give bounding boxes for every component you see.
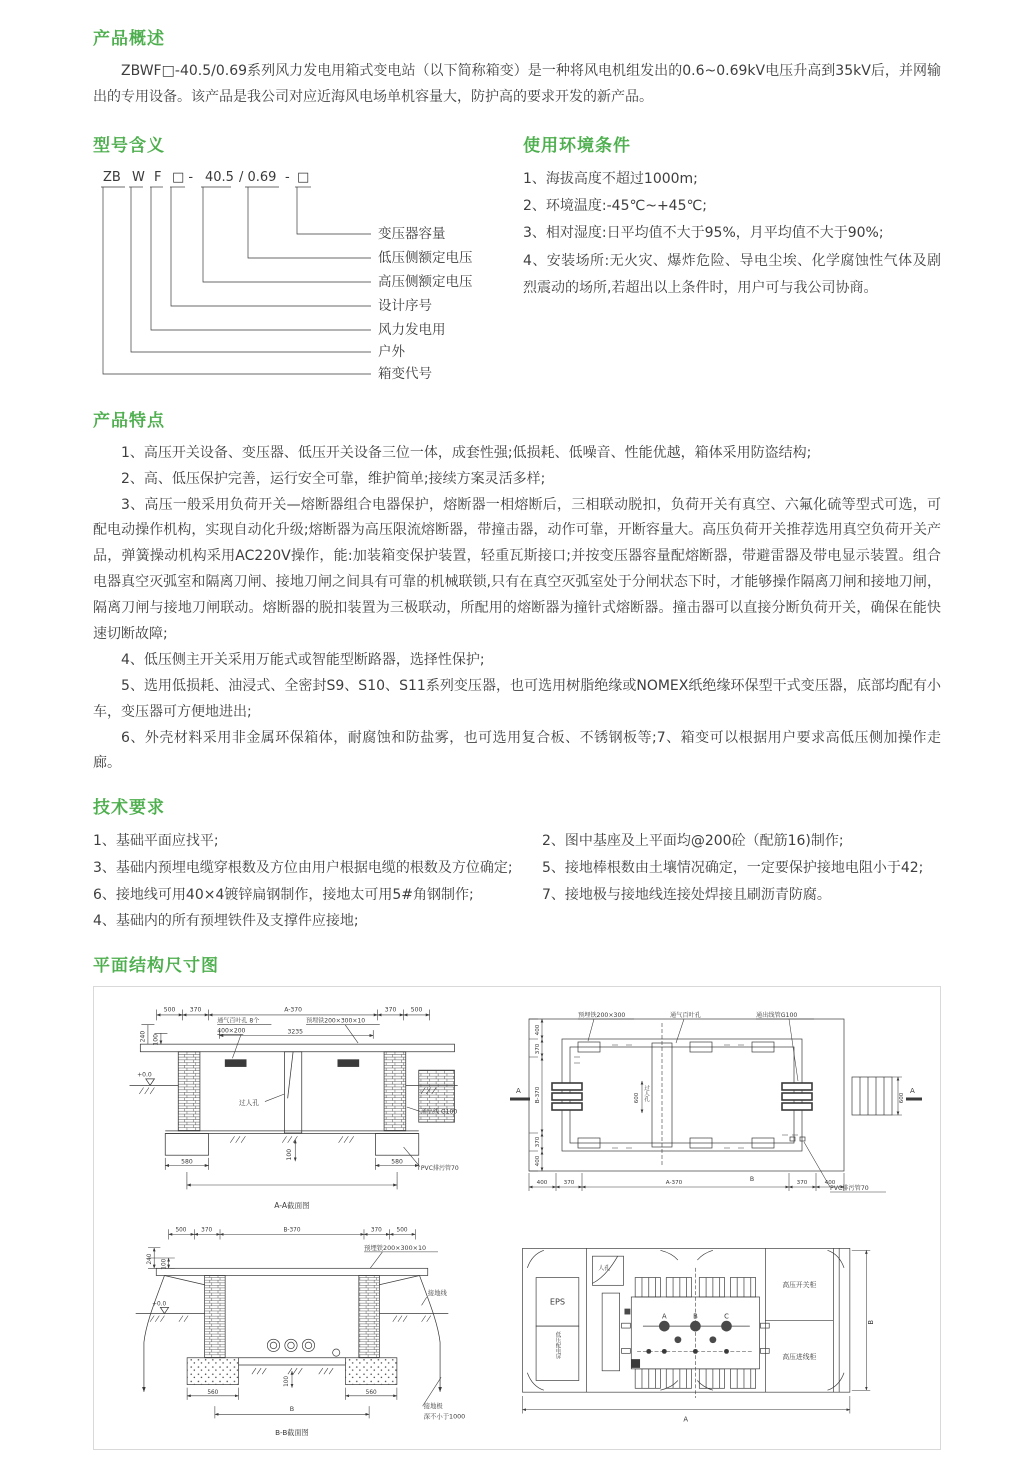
plan-marker-a-right-label: A <box>909 1087 915 1096</box>
layout-dim-b: B <box>866 1319 875 1325</box>
layout-hv-cabinets <box>765 1248 839 1392</box>
bb-dim-560l: 560 <box>207 1389 219 1396</box>
aa-vent-label: 通气百叶孔 8个 <box>217 1017 260 1025</box>
aa-level-symbol <box>146 1079 155 1086</box>
aa-dim: A-370 <box>284 1006 302 1014</box>
plan-steps <box>852 1077 892 1115</box>
model-env-row <box>93 131 941 388</box>
environment-item: 4、安装场所:无火灾、爆炸危险、导电尘埃、化学腐蚀性气体及剧烈震动的场所,若超出以上条件时，用户可与我公司协商。 <box>523 252 941 296</box>
bb-embed-label: 预埋铁200×300×10 <box>363 1243 426 1252</box>
section-environment <box>523 131 941 388</box>
plan-ldim: 400 <box>534 1024 541 1036</box>
aa-outlet-label: 通出线 G100 <box>420 1108 458 1116</box>
aa-dim-3235: 3235 <box>287 1028 303 1036</box>
bb-dim-560r: 560 <box>365 1389 377 1396</box>
layout-phase-c: C <box>723 1312 729 1321</box>
model-code-design: □ - <box>172 169 194 185</box>
feature-item: 1、高压开关设备、变压器、低压开关设备三位一体，成套性强;低损耗、低噪音、性能优越，箱体采用防盗结构; <box>121 444 812 461</box>
aa-dim: 500 <box>410 1006 423 1014</box>
layout-centerlines <box>637 1268 754 1398</box>
layout-lv-cabinet <box>602 1293 619 1371</box>
aa-dim-580l: 580 <box>180 1158 193 1166</box>
plan-bdim: A-370 <box>665 1180 682 1187</box>
plan-bdim: 400 <box>824 1180 836 1187</box>
aa-manhole-label: 过人孔 <box>238 1098 259 1107</box>
aa-vent-right <box>337 1059 359 1067</box>
aa-level: +0.0 <box>136 1071 152 1079</box>
aa-dim: 500 <box>163 1006 176 1014</box>
aa-vent-left <box>225 1059 247 1067</box>
plan-bdim: 400 <box>536 1180 548 1187</box>
requirements-left-col <box>93 828 534 934</box>
requirement-item: 4、基础内的所有预埋铁件及支撑件应接地; <box>93 913 359 930</box>
model-code-hv: 40.5 <box>205 169 234 185</box>
layout-phase-bushings <box>624 1308 731 1367</box>
environment-item: 1、海拔高度不超过1000m; <box>523 170 698 187</box>
requirements-title: 技术要求 <box>93 798 165 819</box>
plan-dim-600r: 600 <box>898 1092 905 1104</box>
aa-dim-580r: 580 <box>391 1158 403 1166</box>
aa-structure <box>129 1044 457 1155</box>
plan-ldim: 400 <box>534 1155 541 1167</box>
bb-electrode-label: 接地极 <box>423 1401 443 1410</box>
model-title: 型号含义 <box>93 135 165 156</box>
plan-pvc-pipe <box>800 1137 805 1141</box>
model-code-capacity: □ <box>297 169 310 185</box>
bb-level-symbol <box>160 1307 168 1313</box>
bb-level: +0.0 <box>151 1301 166 1308</box>
aa-dim: 370 <box>384 1006 397 1014</box>
bb-dim-b: B <box>289 1404 294 1413</box>
requirement-item: 6、接地线可用40×4镀锌扁钢制作，接地太可用5#角钢制作; <box>93 886 474 903</box>
feature-item: 3、高压一般采用负荷开关—熔断器组合电器保护，熔断器一相熔断后，三相联动脱扣，负荷开关有真空、六氟化硫等型式可选，可配电动操作机构，实现自动化升级;熔断器为高压限流熔断器，带撞击器，动作可靠，开断容量大。高压负荷开关推荐选用真空负荷开关产品，弹簧操动机构采用AC220V操作，能:加装箱变保护装置，轻重瓦斯接口;并按变压器容量配熔断器，带避雷器及带电显示装置。组合电器真空灭弧室和隔离刀闸、接地刀闸之间具有可靠的机械联锁,只有在真空灭弧室处于分闸状态下时，才能够操作隔离刀闸和接地刀闸，隔离刀闸与接地刀闸联动。熔断器的脱扣装置为三极联动，所配用的熔断器为撞针式熔断器。撞击器可以直接分断负荷开关，确保在能快速切断故障; <box>93 496 941 643</box>
section-overview <box>93 24 941 111</box>
plan-ldim: 370 <box>534 1136 541 1148</box>
model-label-code: 箱变代号 <box>378 365 432 382</box>
bb-caption: B-B截面图 <box>274 1427 309 1437</box>
plan-marker-a-left-label: A <box>515 1087 521 1096</box>
drawing-equipment-layout <box>505 1236 913 1424</box>
plan-bdim: 370 <box>796 1180 808 1187</box>
environment-item: 3、相对湿度:日平均值不大于95%，月平均值不大于90%; <box>523 225 884 242</box>
plan-outlet-label: 通出线管G100 <box>755 1012 798 1020</box>
model-label-design: 设计序号 <box>378 297 432 314</box>
plan-vent-label: 通气百叶孔 <box>669 1012 701 1020</box>
layout-hv-incoming-label: 高压进线柜 <box>782 1352 817 1361</box>
model-code-lv: / 0.69 <box>239 169 277 185</box>
aa-dim-240: 240 <box>139 1030 147 1043</box>
model-label-wind: 风力发电用 <box>378 321 446 338</box>
overview-body: ZBWF□-40.5/0.69系列风力发电用箱式变电站（以下简称箱变）是一种将风电机组发出的0.6~0.69kV电压升高到35kV后，并网输出的专用设备。该产品是我公司对应近海风电场单机容量大，防护高的要求开发的新产品。 <box>93 63 941 105</box>
requirement-item: 7、接地极与接地线连接处焊接且刷沥青防腐。 <box>541 886 831 903</box>
model-label-hv: 高压侧额定电压 <box>378 273 473 290</box>
layout-manhole-label: 人孔 <box>598 1264 611 1272</box>
drawing-plan-view <box>494 1009 924 1204</box>
layout-phase-a: A <box>661 1312 667 1321</box>
environment-item: 2、环境温度:-45℃~+45℃; <box>523 198 707 215</box>
plan-dim-600c: 600 <box>633 1092 640 1104</box>
requirement-item: 5、接地棒根数由土壤情况确定，一定要保护接地电阻小于42; <box>541 859 924 876</box>
bb-dim: B-370 <box>283 1227 301 1234</box>
aa-dim-100b: 100 <box>285 1148 293 1161</box>
plan-ldim: B-370 <box>534 1086 541 1104</box>
model-code-f: F <box>154 169 162 185</box>
plan-embed-plates <box>578 1042 774 1148</box>
model-code-w: W <box>132 169 145 185</box>
layout-dims <box>522 1250 870 1413</box>
bb-dim: 500 <box>175 1227 187 1234</box>
feature-item: 4、低压侧主开关采用万能式或智能型断路器，选择性保护; <box>121 651 485 668</box>
plan-bdim: 370 <box>563 1180 575 1187</box>
aa-dim-100: 100 <box>152 1033 160 1046</box>
layout-dim-a: A <box>683 1415 688 1424</box>
drawings-box <box>93 986 941 1450</box>
environment-title: 使用环境条件 <box>523 135 631 156</box>
bb-dim-100b: 100 <box>283 1375 290 1387</box>
bb-dim: 370 <box>370 1227 382 1234</box>
layout-phase-b: B <box>692 1312 698 1321</box>
plan-ldim: 370 <box>534 1043 541 1055</box>
feature-item: 5、选用低损耗、油浸式、全密封S9、S10、S11系列变压器，也可选用树脂绝缘或NOMEX纸绝缘环保型干式变压器，底部均配有小车，变压器可方便地进出; <box>93 677 941 720</box>
section-model <box>93 131 523 388</box>
aa-vent-size: 400×200 <box>217 1026 246 1034</box>
aa-embed-label: 预埋铁200×300×10 <box>305 1017 365 1025</box>
aa-dim: 370 <box>189 1006 202 1014</box>
aa-caption: A-A截面图 <box>274 1200 310 1210</box>
section-drawings <box>93 951 941 1450</box>
requirements-grid <box>93 828 941 934</box>
plan-cable-plates <box>552 1083 812 1110</box>
overview-title: 产品概述 <box>93 29 165 49</box>
bb-electrode-depth: 深不小于1000 <box>423 1412 466 1421</box>
features-title: 产品特点 <box>93 410 165 431</box>
plan-vent-marks <box>574 1045 798 1148</box>
plan-manhole-label: 过人孔 <box>642 1085 649 1103</box>
model-label-capacity: 变压器容量 <box>378 225 446 242</box>
requirement-item: 2、图中基座及上平面均@200砼（配筋16)制作; <box>541 833 844 850</box>
layout-eps-label: EPS <box>549 1296 565 1307</box>
model-code-dash: - <box>285 169 290 185</box>
drawing-aa-section <box>113 1003 471 1211</box>
section-features <box>93 406 941 778</box>
layout-lv-panel-label: 低压配电屏 <box>554 1331 561 1359</box>
requirements-right-col <box>542 828 949 934</box>
drawing-bb-section <box>117 1221 467 1439</box>
section-requirements <box>93 793 941 934</box>
drawings-title: 平面结构尺寸图 <box>93 955 219 976</box>
feature-item: 6、外壳材料采用非金属环保箱体，耐腐蚀和防盐雾，也可选用复合板、不锈钢板等;7、箱变可以根据用户要求高低压侧加操作走廊。 <box>93 729 941 772</box>
feature-item: 2、高、低压保护完善，运行安全可靠，维护简单;接续方案灵活多样; <box>121 470 546 487</box>
model-label-lv: 低压侧额定电压 <box>378 249 473 266</box>
requirement-item: 3、基础内预埋电缆穿根数及方位由用户根据电缆的根数及方位确定; <box>93 859 513 876</box>
bb-dim-100: 100 <box>161 1258 168 1270</box>
bb-pipes <box>267 1339 339 1356</box>
plan-dim-b: B <box>749 1176 754 1184</box>
requirement-item: 1、基础平面应找平; <box>93 833 219 850</box>
bb-structure <box>136 1268 449 1387</box>
plan-embed-label: 预埋铁200×300 <box>577 1012 626 1020</box>
bb-dim: 370 <box>200 1227 212 1234</box>
model-code-zb: ZB <box>103 169 121 185</box>
model-label-outdoor: 户外 <box>378 343 405 360</box>
model-connector-lines <box>103 187 371 374</box>
model-code-diagram <box>93 166 523 388</box>
bb-dim-240: 240 <box>146 1253 153 1265</box>
layout-hv-switch-label: 高压开关柜 <box>782 1280 817 1289</box>
plan-pvc-label: PVC排污管70 <box>829 1185 869 1193</box>
bb-dim: 500 <box>396 1227 408 1234</box>
aa-pvc-label: PVC排污管70 <box>420 1164 459 1172</box>
bb-wire-label: 接地线 <box>427 1288 447 1297</box>
